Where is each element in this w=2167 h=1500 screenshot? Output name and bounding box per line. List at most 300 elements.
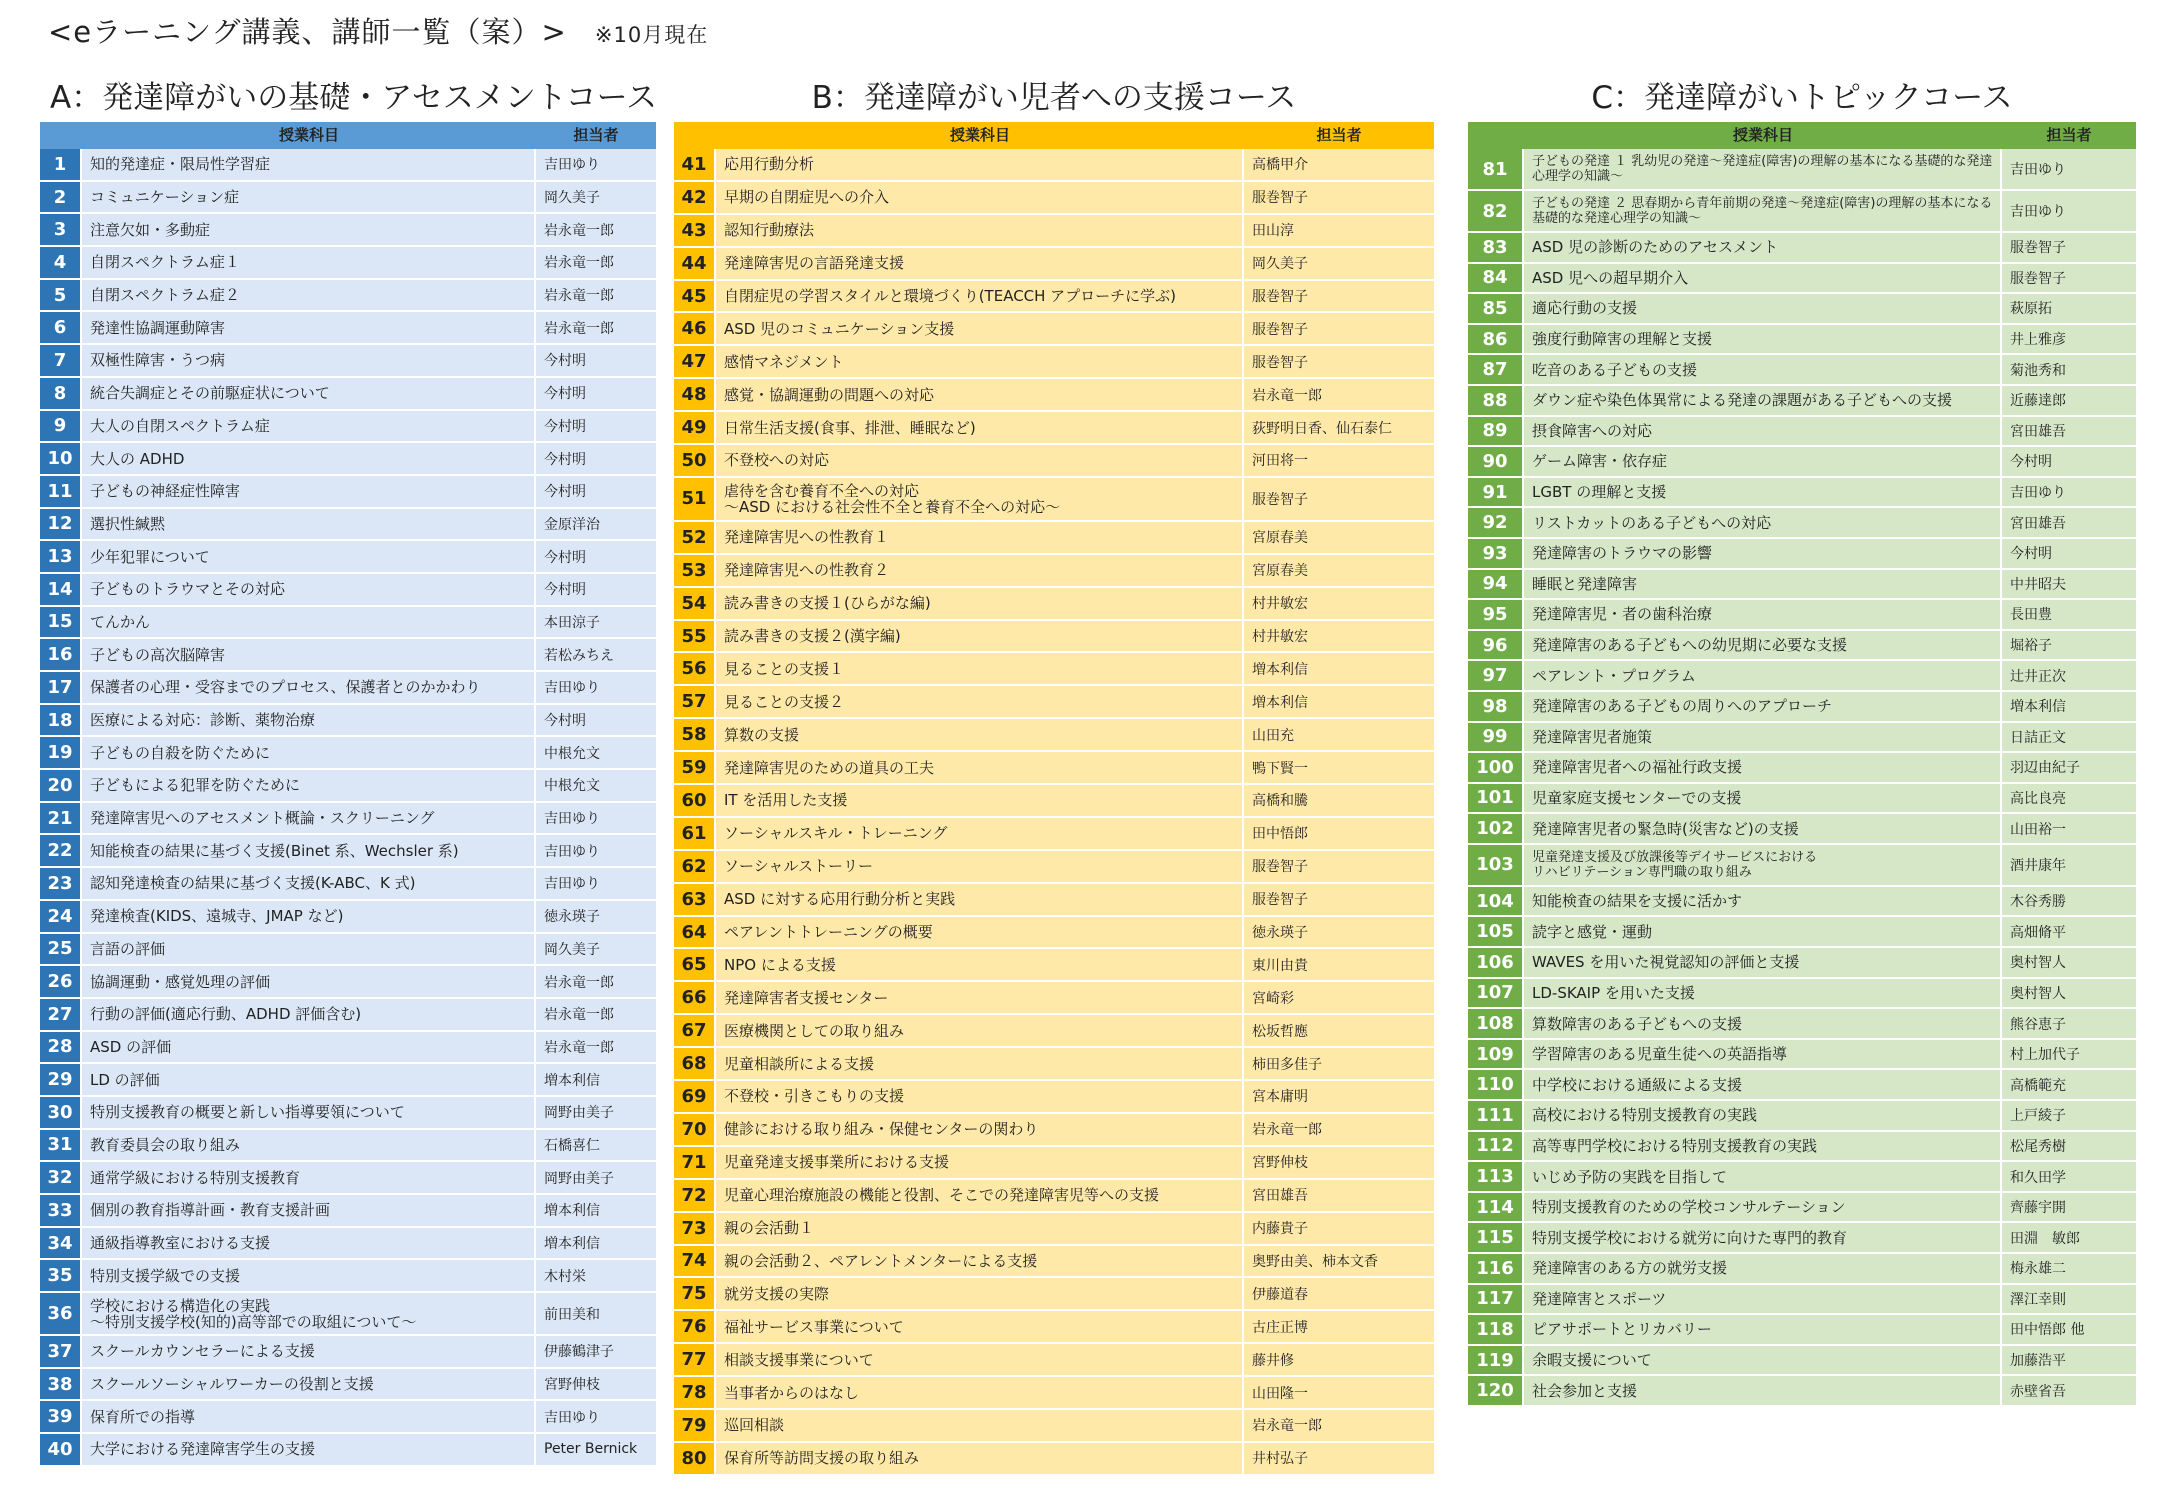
header-number bbox=[1468, 122, 1524, 149]
row-teacher: 若松みちえ bbox=[536, 639, 656, 670]
row-subject: 大人の ADHD bbox=[82, 443, 536, 474]
row-number: 106 bbox=[1468, 948, 1524, 977]
row-subject: 保護者の心理・受容までのプロセス、保護者とのかかわり bbox=[82, 672, 536, 703]
table-row bbox=[40, 607, 656, 640]
row-subject: ピアサポートとリカバリー bbox=[1524, 1315, 2002, 1344]
row-teacher: 今村明 bbox=[536, 574, 656, 605]
row-subject: 自閉スペクトラム症１ bbox=[82, 247, 536, 278]
table-row bbox=[1468, 478, 2136, 509]
row-number: 2 bbox=[40, 182, 82, 213]
row-teacher: 宮原春美 bbox=[1244, 555, 1434, 586]
row-subject: 算数障害のある子どもへの支援 bbox=[1524, 1009, 2002, 1038]
row-subject: 中学校における通級による支援 bbox=[1524, 1070, 2002, 1099]
row-subject: 通級指導教室における支援 bbox=[82, 1228, 536, 1259]
row-number: 57 bbox=[674, 686, 716, 717]
table-row bbox=[1468, 917, 2136, 948]
table-row bbox=[1468, 661, 2136, 692]
row-number: 33 bbox=[40, 1195, 82, 1226]
row-number: 52 bbox=[674, 522, 716, 553]
row-subject: 発達性協調運動障害 bbox=[82, 312, 536, 343]
row-number: 118 bbox=[1468, 1315, 1524, 1344]
row-subject: 児童心理治療施設の機能と役割、そこでの発達障害児等への支援 bbox=[716, 1180, 1244, 1211]
row-number: 75 bbox=[674, 1278, 716, 1309]
row-number: 80 bbox=[674, 1443, 716, 1474]
table-row bbox=[1468, 1009, 2136, 1040]
header-teacher: 担当者 bbox=[573, 126, 619, 144]
table-row bbox=[1468, 814, 2136, 845]
row-teacher: 萩原拓 bbox=[2002, 294, 2136, 323]
row-subject: 適応行動の支援 bbox=[1524, 294, 2002, 323]
table-row bbox=[674, 445, 1434, 478]
row-subject: 発達障害児者の緊急時(災害など)の支援 bbox=[1524, 814, 2002, 843]
row-number: 47 bbox=[674, 346, 716, 377]
table-row bbox=[40, 901, 656, 934]
row-teacher: 増本利信 bbox=[1244, 686, 1434, 717]
table-row bbox=[40, 803, 656, 836]
row-number: 39 bbox=[40, 1401, 82, 1432]
row-subject: 余暇支援について bbox=[1524, 1346, 2002, 1375]
row-number: 37 bbox=[40, 1336, 82, 1367]
table-row bbox=[1468, 979, 2136, 1010]
row-teacher: 増本利信 bbox=[2002, 692, 2136, 721]
table-row bbox=[674, 653, 1434, 686]
row-number: 97 bbox=[1468, 661, 1524, 690]
table-row bbox=[40, 705, 656, 738]
row-teacher: 岡久美子 bbox=[1244, 248, 1434, 279]
row-teacher: 藤井修 bbox=[1244, 1344, 1434, 1375]
row-subject: 福祉サービス事業について bbox=[716, 1311, 1244, 1342]
table-row bbox=[1468, 631, 2136, 662]
row-subject: 個別の教育指導計画・教育支援計画 bbox=[82, 1195, 536, 1226]
table-row bbox=[1468, 570, 2136, 601]
row-teacher: 熊谷恵子 bbox=[2002, 1009, 2136, 1038]
row-number: 99 bbox=[1468, 723, 1524, 752]
row-subject: ペアレントトレーニングの概要 bbox=[716, 917, 1244, 948]
table-row bbox=[1468, 1223, 2136, 1254]
row-subject: 児童家庭支援センターでの支援 bbox=[1524, 784, 2002, 813]
row-subject: 子どもの発達 ２ 思春期から青年前期の発達～発達症(障害)の理解の基本になる基礎的な発達心理学の知識～ bbox=[1524, 191, 2002, 231]
table-row bbox=[40, 1064, 656, 1097]
table-row bbox=[40, 1293, 656, 1336]
row-subject: 子どもによる犯罪を防ぐために bbox=[82, 770, 536, 801]
table-row bbox=[674, 785, 1434, 818]
row-subject: 知的発達症・限局性学習症 bbox=[82, 149, 536, 180]
row-teacher: 宮本庸明 bbox=[1244, 1081, 1434, 1112]
row-number: 19 bbox=[40, 737, 82, 768]
table-row bbox=[674, 248, 1434, 281]
row-number: 113 bbox=[1468, 1162, 1524, 1191]
row-number: 42 bbox=[674, 182, 716, 213]
table-row bbox=[1468, 1162, 2136, 1193]
row-number: 102 bbox=[1468, 814, 1524, 843]
row-number: 32 bbox=[40, 1162, 82, 1193]
table-row bbox=[674, 752, 1434, 785]
row-teacher: 梅永雄二 bbox=[2002, 1254, 2136, 1283]
row-subject: 当事者からのはなし bbox=[716, 1377, 1244, 1408]
row-number: 108 bbox=[1468, 1009, 1524, 1038]
row-subject: 特別支援学校における就労に向けた専門的教育 bbox=[1524, 1223, 2002, 1252]
row-number: 43 bbox=[674, 215, 716, 246]
row-number: 83 bbox=[1468, 233, 1524, 262]
row-teacher: 加藤浩平 bbox=[2002, 1346, 2136, 1375]
row-subject: LD の評価 bbox=[82, 1064, 536, 1095]
row-subject: 特別支援教育のための学校コンサルテーション bbox=[1524, 1193, 2002, 1222]
table-row bbox=[40, 149, 656, 182]
row-teacher: 古庄正博 bbox=[1244, 1311, 1434, 1342]
row-number: 70 bbox=[674, 1114, 716, 1145]
table-row bbox=[674, 478, 1434, 522]
table-row bbox=[674, 851, 1434, 884]
course-b-section bbox=[674, 80, 1434, 1476]
row-subject: 子どもの発達 １ 乳幼児の発達～発達症(障害)の理解の基本になる基礎的な発達心理学の知識～ bbox=[1524, 149, 2002, 189]
table-row bbox=[674, 1114, 1434, 1147]
row-teacher: 田淵 敏郎 bbox=[2002, 1223, 2136, 1252]
row-subject: 虐待を含む養育不全への対応 ～ASD における社会性不全と養育不全への対応～ bbox=[716, 478, 1244, 520]
table-row bbox=[1468, 1132, 2136, 1163]
table-row bbox=[40, 934, 656, 967]
table-row bbox=[1468, 723, 2136, 754]
row-number: 59 bbox=[674, 752, 716, 783]
row-subject: 発達障害児の言語発達支援 bbox=[716, 248, 1244, 279]
row-number: 87 bbox=[1468, 355, 1524, 384]
row-teacher: 荻野明日香、仙石泰仁 bbox=[1244, 412, 1434, 443]
table-row bbox=[674, 719, 1434, 752]
row-subject: ゲーム障害・依存症 bbox=[1524, 447, 2002, 476]
row-subject: 言語の評価 bbox=[82, 934, 536, 965]
row-teacher: 今村明 bbox=[2002, 447, 2136, 476]
row-teacher: 前田美和 bbox=[536, 1293, 656, 1334]
table-row bbox=[40, 1260, 656, 1293]
row-teacher: 宮崎彩 bbox=[1244, 982, 1434, 1013]
table-row bbox=[40, 1097, 656, 1130]
row-teacher: 岩永竜一郎 bbox=[536, 1032, 656, 1063]
row-number: 34 bbox=[40, 1228, 82, 1259]
row-number: 24 bbox=[40, 901, 82, 932]
table-row bbox=[674, 1410, 1434, 1443]
row-subject: 特別支援教育の概要と新しい指導要領について bbox=[82, 1097, 536, 1128]
row-number: 31 bbox=[40, 1130, 82, 1161]
row-teacher: 吉田ゆり bbox=[536, 672, 656, 703]
row-subject: てんかん bbox=[82, 607, 536, 638]
table-row bbox=[1468, 325, 2136, 356]
date-note: ※10月現在 bbox=[594, 23, 709, 47]
row-number: 18 bbox=[40, 705, 82, 736]
title-text: <eラーニング講義、講師一覧（案）> bbox=[48, 15, 567, 49]
row-number: 10 bbox=[40, 443, 82, 474]
table-row bbox=[40, 182, 656, 215]
row-number: 8 bbox=[40, 378, 82, 409]
row-number: 74 bbox=[674, 1246, 716, 1277]
row-number: 12 bbox=[40, 509, 82, 540]
row-teacher: 田山淳 bbox=[1244, 215, 1434, 246]
row-subject: 発達障害児への性教育２ bbox=[716, 555, 1244, 586]
row-subject: 健診における取り組み・保健センターの関わり bbox=[716, 1114, 1244, 1145]
row-number: 16 bbox=[40, 639, 82, 670]
row-teacher: 今村明 bbox=[536, 705, 656, 736]
course-b-title: B：発達障がい児者への支援コース bbox=[811, 80, 1297, 116]
row-number: 1 bbox=[40, 149, 82, 180]
row-teacher: 岩永竜一郎 bbox=[536, 280, 656, 311]
row-number: 28 bbox=[40, 1032, 82, 1063]
row-subject: 不登校への対応 bbox=[716, 445, 1244, 476]
table-row bbox=[674, 686, 1434, 719]
row-subject: NPO による支援 bbox=[716, 949, 1244, 980]
table-row bbox=[1468, 1285, 2136, 1316]
row-number: 119 bbox=[1468, 1346, 1524, 1375]
course-c-rows bbox=[1468, 149, 2136, 1407]
table-row bbox=[674, 1246, 1434, 1279]
row-teacher: 本田涼子 bbox=[536, 607, 656, 638]
row-teacher: 服巻智子 bbox=[1244, 346, 1434, 377]
row-number: 60 bbox=[674, 785, 716, 816]
row-teacher: 伊藤道春 bbox=[1244, 1278, 1434, 1309]
table-row bbox=[1468, 1376, 2136, 1407]
table-row bbox=[1468, 600, 2136, 631]
table-row bbox=[40, 672, 656, 705]
table-row bbox=[40, 966, 656, 999]
table-row bbox=[674, 1015, 1434, 1048]
table-row bbox=[674, 1278, 1434, 1311]
row-number: 110 bbox=[1468, 1070, 1524, 1099]
row-subject: ソーシャルストーリー bbox=[716, 851, 1244, 882]
row-teacher: 岩永竜一郎 bbox=[536, 247, 656, 278]
row-teacher: 井上雅彦 bbox=[2002, 325, 2136, 354]
row-subject: 見ることの支援１ bbox=[716, 653, 1244, 684]
row-number: 92 bbox=[1468, 508, 1524, 537]
row-subject: 発達検査(KIDS、遠城寺、JMAP など) bbox=[82, 901, 536, 932]
header-teacher: 担当者 bbox=[2046, 126, 2092, 144]
row-teacher: 吉田ゆり bbox=[2002, 191, 2136, 231]
row-subject: 認知発達検査の結果に基づく支援(K-ABC、K 式) bbox=[82, 868, 536, 899]
row-subject: ダウン症や染色体異常による発達の課題がある子どもへの支援 bbox=[1524, 386, 2002, 415]
row-number: 79 bbox=[674, 1410, 716, 1441]
row-number: 82 bbox=[1468, 191, 1524, 231]
row-teacher: 岩永竜一郎 bbox=[536, 312, 656, 343]
table-row bbox=[40, 574, 656, 607]
row-subject: 子どもの自殺を防ぐために bbox=[82, 737, 536, 768]
row-teacher: 今村明 bbox=[536, 443, 656, 474]
row-subject: 吃音のある子どもの支援 bbox=[1524, 355, 2002, 384]
row-number: 3 bbox=[40, 214, 82, 245]
row-number: 101 bbox=[1468, 784, 1524, 813]
row-teacher: 辻井正次 bbox=[2002, 661, 2136, 690]
table-row bbox=[674, 818, 1434, 851]
row-teacher: 近藤達郎 bbox=[2002, 386, 2136, 415]
row-teacher: 吉田ゆり bbox=[536, 149, 656, 180]
table-row bbox=[674, 1311, 1434, 1344]
row-teacher: 今村明 bbox=[536, 476, 656, 507]
row-teacher: 伊藤鶴津子 bbox=[536, 1336, 656, 1367]
row-teacher: 田中悟郎 他 bbox=[2002, 1315, 2136, 1344]
row-teacher: 山田裕一 bbox=[2002, 814, 2136, 843]
table-row bbox=[674, 1048, 1434, 1081]
row-teacher: 増本利信 bbox=[536, 1064, 656, 1095]
row-subject: 発達障害児への性教育１ bbox=[716, 522, 1244, 553]
row-teacher: 岡久美子 bbox=[536, 934, 656, 965]
row-number: 64 bbox=[674, 917, 716, 948]
row-number: 100 bbox=[1468, 753, 1524, 782]
row-teacher: 吉田ゆり bbox=[2002, 478, 2136, 507]
table-row bbox=[40, 1401, 656, 1434]
table-row bbox=[1468, 1193, 2136, 1224]
row-number: 115 bbox=[1468, 1223, 1524, 1252]
row-teacher: 服巻智子 bbox=[1244, 313, 1434, 344]
table-row bbox=[1468, 1101, 2136, 1132]
row-teacher: 服巻智子 bbox=[1244, 182, 1434, 213]
row-number: 62 bbox=[674, 851, 716, 882]
row-teacher: 内藤貴子 bbox=[1244, 1213, 1434, 1244]
course-a-title: A：発達障がいの基礎・アセスメントコース bbox=[50, 80, 658, 116]
table-row bbox=[674, 1213, 1434, 1246]
table-row bbox=[40, 476, 656, 509]
table-row bbox=[1468, 1346, 2136, 1377]
row-number: 95 bbox=[1468, 600, 1524, 629]
row-number: 25 bbox=[40, 934, 82, 965]
row-number: 86 bbox=[1468, 325, 1524, 354]
row-subject: 自閉症児の学習スタイルと環境づくり(TEACCH アプローチに学ぶ) bbox=[716, 281, 1244, 312]
row-teacher: 赤壁省吾 bbox=[2002, 1376, 2136, 1405]
row-number: 35 bbox=[40, 1260, 82, 1291]
table-row bbox=[1468, 355, 2136, 386]
table-row bbox=[1468, 1315, 2136, 1346]
row-number: 81 bbox=[1468, 149, 1524, 189]
row-subject: 巡回相談 bbox=[716, 1410, 1244, 1441]
row-number: 84 bbox=[1468, 264, 1524, 293]
row-teacher: 柿田多佳子 bbox=[1244, 1048, 1434, 1079]
table-row bbox=[674, 982, 1434, 1015]
table-row bbox=[1468, 233, 2136, 264]
row-number: 85 bbox=[1468, 294, 1524, 323]
row-subject: 発達障害児・者の歯科治療 bbox=[1524, 600, 2002, 629]
row-subject: 発達障害のある子どもへの幼児期に必要な支援 bbox=[1524, 631, 2002, 660]
row-subject: 見ることの支援２ bbox=[716, 686, 1244, 717]
table-row bbox=[40, 1130, 656, 1163]
table-row bbox=[674, 1147, 1434, 1180]
row-number: 66 bbox=[674, 982, 716, 1013]
row-number: 71 bbox=[674, 1147, 716, 1178]
row-teacher: 松坂哲應 bbox=[1244, 1015, 1434, 1046]
row-subject: 医療機関としての取り組み bbox=[716, 1015, 1244, 1046]
table-row bbox=[40, 509, 656, 542]
row-teacher: 徳永瑛子 bbox=[1244, 917, 1434, 948]
row-teacher: 宮原春美 bbox=[1244, 522, 1434, 553]
row-subject: 日常生活支援(食事、排泄、睡眠など) bbox=[716, 412, 1244, 443]
table-row bbox=[674, 949, 1434, 982]
table-row bbox=[1468, 264, 2136, 295]
row-teacher: 宮田雄吾 bbox=[2002, 417, 2136, 446]
row-number: 76 bbox=[674, 1311, 716, 1342]
row-number: 53 bbox=[674, 555, 716, 586]
row-teacher: 長田豊 bbox=[2002, 600, 2136, 629]
row-subject: ASD 児への超早期介入 bbox=[1524, 264, 2002, 293]
row-teacher: 今村明 bbox=[536, 345, 656, 376]
row-number: 89 bbox=[1468, 417, 1524, 446]
row-number: 109 bbox=[1468, 1040, 1524, 1069]
row-subject: 行動の評価(適応行動、ADHD 評価含む) bbox=[82, 999, 536, 1030]
row-subject: いじめ予防の実践を目指して bbox=[1524, 1162, 2002, 1191]
row-number: 94 bbox=[1468, 570, 1524, 599]
row-teacher: 岡野由美子 bbox=[536, 1097, 656, 1128]
table-row bbox=[674, 884, 1434, 917]
row-teacher: 岩永竜一郎 bbox=[1244, 1410, 1434, 1441]
row-teacher: 高橋甲介 bbox=[1244, 149, 1434, 180]
row-subject: ソーシャルスキル・トレーニング bbox=[716, 818, 1244, 849]
row-subject: スクールカウンセラーによる支援 bbox=[82, 1336, 536, 1367]
row-teacher: 今村明 bbox=[536, 541, 656, 572]
table-row bbox=[674, 1081, 1434, 1114]
row-subject: 睡眠と発達障害 bbox=[1524, 570, 2002, 599]
table-row bbox=[40, 999, 656, 1032]
row-number: 36 bbox=[40, 1293, 82, 1334]
table-row bbox=[1468, 1040, 2136, 1071]
row-number: 6 bbox=[40, 312, 82, 343]
row-subject: 発達障害児者施策 bbox=[1524, 723, 2002, 752]
row-subject: 発達障害児者への福祉行政支援 bbox=[1524, 753, 2002, 782]
row-subject: 子どもの高次脳障害 bbox=[82, 639, 536, 670]
row-subject: 読字と感覚・運動 bbox=[1524, 917, 2002, 946]
row-number: 116 bbox=[1468, 1254, 1524, 1283]
row-number: 63 bbox=[674, 884, 716, 915]
row-subject: コミュニケーション症 bbox=[82, 182, 536, 213]
row-teacher: 山田充 bbox=[1244, 719, 1434, 750]
row-teacher: 日詰正文 bbox=[2002, 723, 2136, 752]
table-row bbox=[1468, 1070, 2136, 1101]
row-teacher: 中井昭夫 bbox=[2002, 570, 2136, 599]
row-subject: LD-SKAIP を用いた支援 bbox=[1524, 979, 2002, 1008]
row-number: 48 bbox=[674, 379, 716, 410]
row-subject: スクールソーシャルワーカーの役割と支援 bbox=[82, 1369, 536, 1400]
row-number: 78 bbox=[674, 1377, 716, 1408]
row-subject: 就労支援の実際 bbox=[716, 1278, 1244, 1309]
row-subject: 発達障害者支援センター bbox=[716, 982, 1244, 1013]
table-row bbox=[1468, 447, 2136, 478]
row-number: 56 bbox=[674, 653, 716, 684]
table-row bbox=[40, 1434, 656, 1467]
row-number: 44 bbox=[674, 248, 716, 279]
table-row bbox=[674, 412, 1434, 445]
row-number: 67 bbox=[674, 1015, 716, 1046]
row-teacher: 宮野伸枝 bbox=[1244, 1147, 1434, 1178]
row-teacher: 増本利信 bbox=[1244, 653, 1434, 684]
table-row bbox=[40, 443, 656, 476]
row-teacher: 服巻智子 bbox=[1244, 884, 1434, 915]
row-number: 58 bbox=[674, 719, 716, 750]
row-subject: 大人の自閉スペクトラム症 bbox=[82, 411, 536, 442]
row-subject: ペアレント・プログラム bbox=[1524, 661, 2002, 690]
row-subject: 強度行動障害の理解と支援 bbox=[1524, 325, 2002, 354]
table-row bbox=[674, 555, 1434, 588]
row-subject: 通常学級における特別支援教育 bbox=[82, 1162, 536, 1193]
table-row bbox=[40, 835, 656, 868]
row-number: 7 bbox=[40, 345, 82, 376]
table-row bbox=[1468, 417, 2136, 448]
row-number: 23 bbox=[40, 868, 82, 899]
row-number: 50 bbox=[674, 445, 716, 476]
row-number: 29 bbox=[40, 1064, 82, 1095]
row-teacher: 金原洋治 bbox=[536, 509, 656, 540]
row-teacher: 今村明 bbox=[536, 378, 656, 409]
row-subject: 発達障害のある方の就労支援 bbox=[1524, 1254, 2002, 1283]
table-row bbox=[1468, 149, 2136, 191]
table-row bbox=[40, 1195, 656, 1228]
table-row bbox=[1468, 508, 2136, 539]
row-number: 55 bbox=[674, 621, 716, 652]
row-teacher: 中根允文 bbox=[536, 770, 656, 801]
row-number: 54 bbox=[674, 588, 716, 619]
table-row bbox=[1468, 753, 2136, 784]
row-teacher: 酒井康年 bbox=[2002, 845, 2136, 885]
row-subject: 発達障害のトラウマの影響 bbox=[1524, 539, 2002, 568]
